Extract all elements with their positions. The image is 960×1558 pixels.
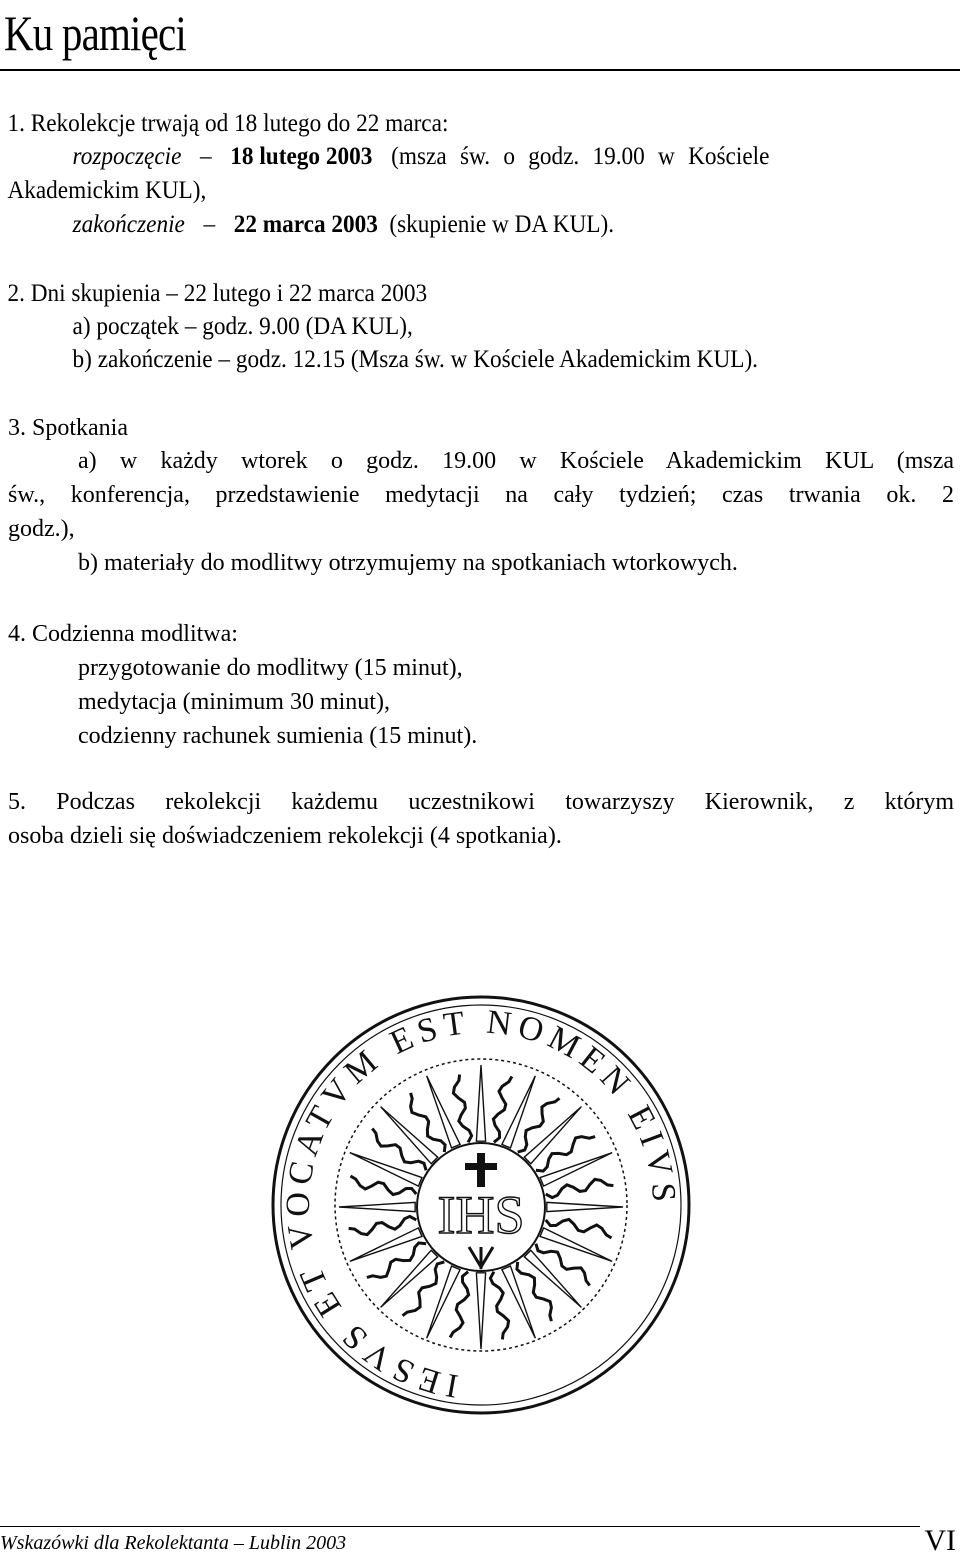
seal-ray bbox=[453, 1075, 471, 1143]
start-label: rozpoczęcie bbox=[72, 143, 182, 170]
seal-monogram: IHS bbox=[437, 1185, 525, 1245]
title-divider bbox=[0, 69, 960, 71]
end-label: zakończenie bbox=[72, 211, 185, 238]
seal-ray bbox=[547, 1202, 623, 1211]
seal-ray bbox=[546, 1219, 612, 1238]
footer-text: Wskazówki dla Rekolektanta – Lublin 2003 bbox=[0, 1532, 347, 1554]
page-title: Ku pamięci bbox=[4, 5, 186, 61]
section-2-heading: 2. Dni skupienia – 22 lutego i 22 marca 2003 bbox=[7, 280, 428, 307]
seal-ray bbox=[349, 1216, 417, 1234]
seal-ray bbox=[540, 1228, 612, 1261]
end-dash: – bbox=[203, 211, 216, 238]
start-details: (msza św. o godz. 19.00 w Kościele bbox=[391, 143, 770, 170]
section-3-item-a-line-2: św., konferencja, przedstawienie medytacji na cały tydzień; czas trwania ok. 2 bbox=[8, 482, 954, 508]
section-1-end-line bbox=[73, 208, 615, 242]
section-4-line-2: medytacja (minimum 30 minut), bbox=[78, 689, 390, 715]
section-1-start-line bbox=[73, 140, 770, 174]
footer-divider bbox=[0, 1526, 920, 1527]
seal-ray bbox=[524, 1250, 581, 1307]
start-date: 18 lutego 2003 bbox=[230, 143, 373, 170]
seal-ray bbox=[476, 1273, 485, 1349]
end-date: 22 marca 2003 bbox=[233, 211, 378, 238]
section-4-line-1: przygotowanie do modlitwy (15 minut), bbox=[78, 655, 463, 681]
seal-ray bbox=[493, 1077, 512, 1143]
section-3-item-a-line-3: godz.), bbox=[8, 516, 75, 542]
section-3-heading: 3. Spotkania bbox=[8, 415, 128, 441]
seal-ray bbox=[350, 1153, 422, 1186]
section-2-item-b: b) zakończenie – godz. 12.15 (Msza św. w Kościele Akademickim KUL). bbox=[72, 346, 759, 373]
start-dash: – bbox=[200, 143, 212, 170]
section-2-item-a: a) początek – godz. 9.00 (DA KUL), bbox=[72, 313, 413, 340]
seal-ray bbox=[427, 1266, 460, 1338]
seal-ray bbox=[546, 1179, 614, 1197]
seal-legend: IESVS ET VOCATVM EST NOMEN EIVS bbox=[279, 1003, 683, 1405]
section-5-line-1: 5. Podczas rekolekcji każdemu uczestnikowi towarzyszy Kierownik, z którym bbox=[8, 789, 954, 815]
seal-ray bbox=[339, 1202, 415, 1211]
section-1-heading: 1. Rekolekcje trwają od 18 lutego do 22 marca: bbox=[7, 110, 449, 137]
section-4-heading: 4. Codzienna modlitwa: bbox=[8, 621, 238, 647]
seal-ray bbox=[381, 1250, 438, 1307]
section-1-start-cont: Akademickim KUL), bbox=[7, 177, 207, 204]
seal-ray bbox=[502, 1076, 535, 1148]
end-details: (skupienie w DA KUL). bbox=[389, 211, 615, 238]
section-4-line-3: codzienny rachunek sumienia (15 minut). bbox=[78, 723, 478, 749]
section-3-item-a-line-1: a) w każdy wtorek o godz. 19.00 w Kościele Akademickim KUL (msza bbox=[78, 448, 954, 474]
section-3-item-b: b) materiały do modlitwy otrzymujemy na spotkaniach wtorkowych. bbox=[78, 550, 738, 576]
page-number: VI bbox=[924, 1524, 956, 1557]
seal-ray bbox=[490, 1272, 508, 1340]
seal-ray bbox=[524, 1107, 581, 1164]
section-5-line-2: osoba dzieli się doświadczeniem rekolekcji (4 spotkania). bbox=[8, 823, 562, 849]
seal-ray bbox=[476, 1065, 485, 1141]
seal-ray bbox=[381, 1107, 438, 1164]
seal-ray bbox=[351, 1176, 417, 1195]
ihs-seal-image bbox=[261, 985, 701, 1425]
seal-ray bbox=[450, 1272, 469, 1338]
